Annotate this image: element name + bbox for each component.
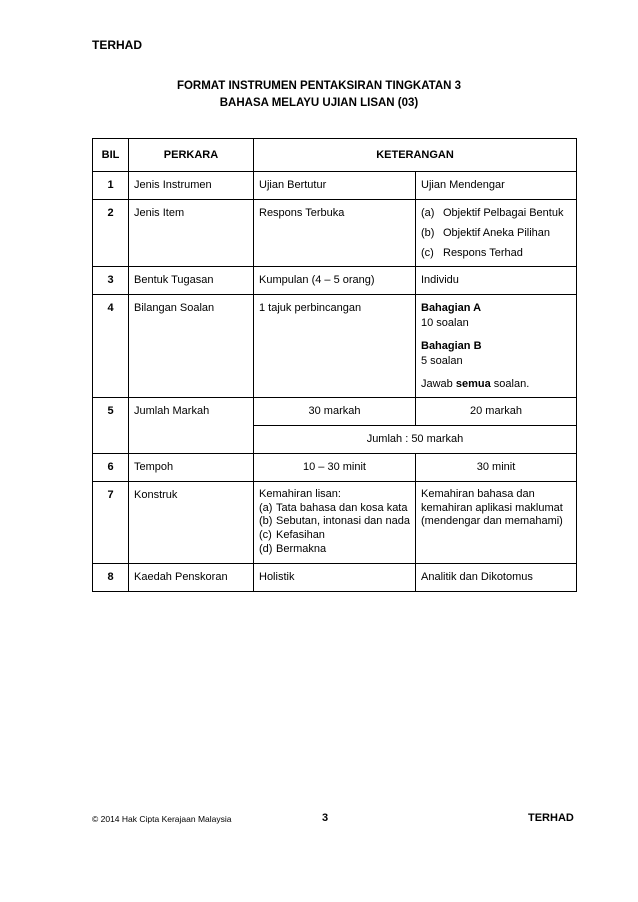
row-value-a: Kumpulan (4 – 5 orang) [254, 267, 416, 295]
table-row [93, 398, 577, 426]
list-text: Bermakna [276, 542, 327, 555]
row-perkara: Bentuk Tugasan [129, 267, 254, 295]
table-row [93, 454, 577, 482]
list-item [421, 206, 571, 221]
section-b-title: Bahagian B [421, 339, 482, 352]
row-number: 7 [93, 481, 129, 563]
header-perkara: PERKARA [129, 139, 254, 172]
table-header-row [93, 139, 577, 172]
list-text: Objektif Aneka Pilihan [443, 226, 551, 239]
row-value-b: Analitik dan Dikotomus [416, 563, 577, 591]
list-item [259, 502, 410, 516]
row-value-a: 30 markah [254, 398, 416, 426]
footer-classification: TERHAD [528, 812, 574, 824]
list-label: (c) [421, 246, 434, 259]
row-value-b: Kemahiran bahasa dan kemahiran aplikasi maklumat (mendengar dan memahami) [416, 481, 577, 563]
row-perkara: Jumlah Markah [129, 398, 254, 454]
format-table [92, 138, 577, 592]
row-value-b [416, 295, 577, 398]
header-keterangan: KETERANGAN [254, 139, 577, 172]
list-text: Respons Terhad [443, 246, 523, 259]
table-row [93, 172, 577, 200]
list-text: Sebutan, intonasi dan nada [276, 515, 410, 528]
list-text: Objektif Pelbagai Bentuk [443, 206, 564, 219]
header-classification: TERHAD [92, 38, 142, 52]
row-perkara: Kaedah Penskoran [129, 563, 254, 591]
answer-instruction [421, 377, 571, 392]
section-b-count: 5 soalan [421, 354, 463, 367]
table-row [93, 267, 577, 295]
table-row [93, 563, 577, 591]
list-item [421, 246, 571, 261]
row-value-b: 30 minit [416, 454, 577, 482]
row-total: Jumlah : 50 markah [254, 426, 577, 454]
header-bil: BIL [93, 139, 129, 172]
row-perkara: Jenis Item [129, 199, 254, 267]
row-value-a: Respons Terbuka [254, 199, 416, 267]
document-subtitle: BAHASA MELAYU UJIAN LISAN (03) [219, 97, 419, 109]
row-value-b: 20 markah [416, 398, 577, 426]
row-value-b: Individu [416, 267, 577, 295]
row-value-a: 1 tajuk perbincangan [254, 295, 416, 398]
list-item [421, 226, 571, 241]
row-value-b [416, 199, 577, 267]
list-text: Kefasihan [276, 529, 325, 542]
row-value-a: Holistik [254, 563, 416, 591]
list-label: (c) [259, 529, 272, 542]
table-row [93, 481, 577, 563]
table-row [93, 199, 577, 267]
construct-title: Kemahiran lisan: [259, 487, 341, 500]
row-number: 2 [93, 199, 129, 267]
list-label: (a) [259, 501, 273, 514]
row-number: 4 [93, 295, 129, 398]
row-number: 1 [93, 172, 129, 200]
row-value-a: Ujian Bertutur [254, 172, 416, 200]
instruction-emphasis: semua [455, 377, 491, 390]
row-perkara: Bilangan Soalan [129, 295, 254, 398]
row-number: 8 [93, 563, 129, 591]
row-value-a [254, 481, 416, 563]
list-item [259, 529, 410, 543]
section-a-title: Bahagian A [421, 302, 482, 315]
instruction-prefix: Jawab [421, 377, 456, 390]
row-number: 3 [93, 267, 129, 295]
list-item [259, 543, 410, 557]
row-perkara: Jenis Instrumen [129, 172, 254, 200]
row-perkara: Konstruk [129, 481, 254, 563]
list-text: Tata bahasa dan kosa kata [276, 501, 408, 514]
section-a-count: 10 soalan [421, 317, 469, 330]
instruction-suffix: soalan. [490, 377, 530, 390]
list-label: (b) [259, 515, 273, 528]
row-number: 5 [93, 398, 129, 454]
table-row [93, 295, 577, 398]
list-label: (a) [421, 206, 435, 219]
row-perkara: Tempoh [129, 454, 254, 482]
list-label: (b) [421, 226, 435, 239]
row-value-b: Ujian Mendengar [416, 172, 577, 200]
document-title: FORMAT INSTRUMEN PENTAKSIRAN TINGKATAN 3 [176, 80, 462, 92]
row-value-a: 10 – 30 minit [254, 454, 416, 482]
row-number: 6 [93, 454, 129, 482]
list-label: (d) [259, 542, 273, 555]
list-item [259, 515, 410, 529]
page-number: 3 [322, 812, 329, 824]
footer-copyright: © 2014 Hak Cipta Kerajaan Malaysia [92, 814, 232, 824]
